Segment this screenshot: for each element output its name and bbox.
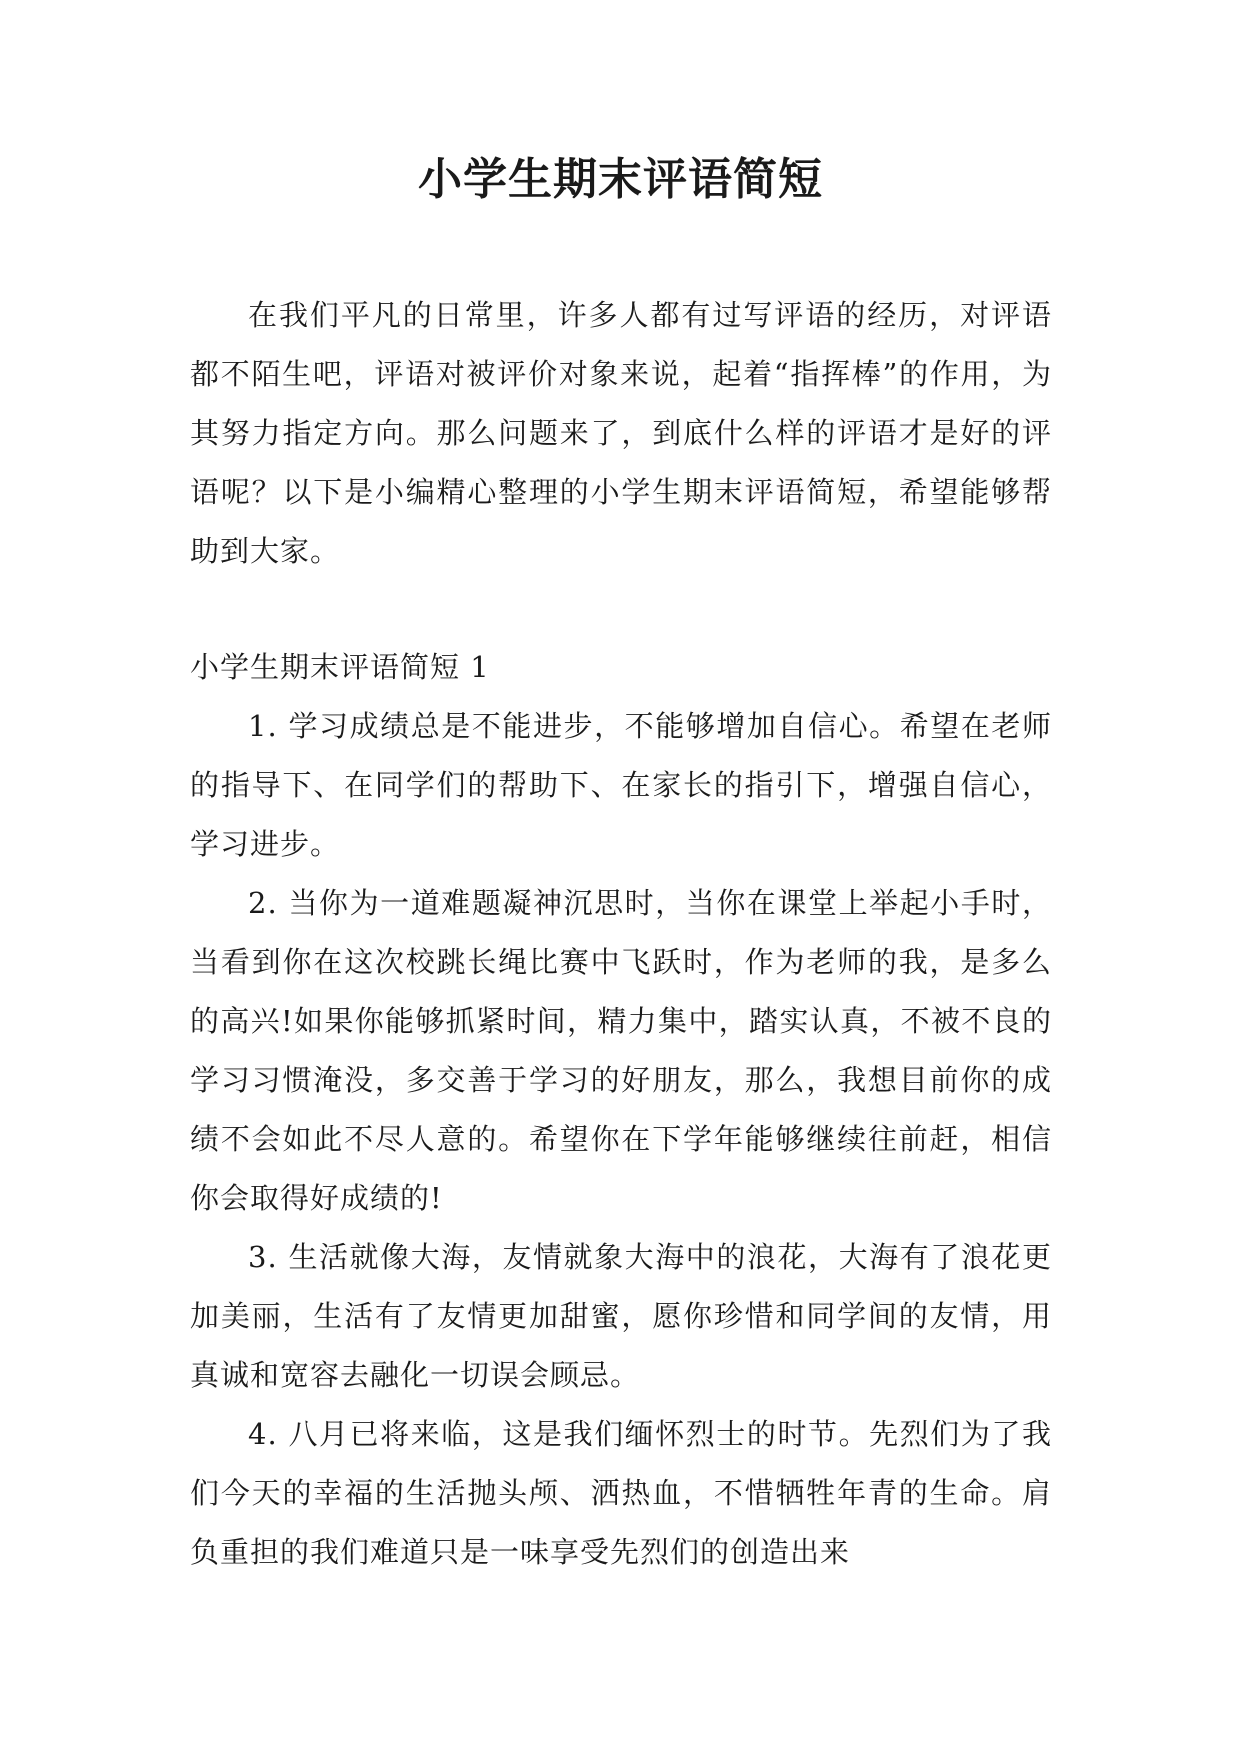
comment-item-4: 4. 八月已将来临，这是我们缅怀烈士的时节。先烈们为了我们今天的幸福的生活抛头颅、洒热血，不惜牺牲年青的生命。肩负重担的我们难道只是一味享受先烈们的创造出来: [190, 1417, 1052, 1569]
section-heading: 小学生期末评语简短 1: [190, 650, 490, 684]
comment-item-3: 3. 生活就像大海，友情就象大海中的浪花，大海有了浪花更加美丽，生活有了友情更加甜蜜，愿你珍惜和同学间的友情，用真诚和宽容去融化一切误会顾忌。: [190, 1240, 1052, 1392]
comment-item-1: 1. 学习成绩总是不能进步，不能够增加自信心。希望在老师的指导下、在同学们的帮助下、在家长的指引下，增强自信心，学习进步。: [190, 709, 1052, 861]
document-body: [190, 286, 1052, 1582]
document-title: 小学生期末评语简短: [418, 154, 823, 205]
intro-paragraph: 在我们平凡的日常里，许多人都有过写评语的经历，对评语都不陌生吧，评语对被评价对象来说，起着“指挥棒”的作用，为其努力指定方向。那么问题来了，到底什么样的评语才是好的评语呢？以下是小编精心整理的小学生期末评语简短，希望能够帮助到大家。: [190, 298, 1052, 568]
comment-item-2: 2. 当你为一道难题凝神沉思时，当你在课堂上举起小手时，当看到你在这次校跳长绳比赛中飞跃时，作为老师的我，是多么的高兴!如果你能够抓紧时间，精力集中，踏实认真，不被不良的学习习惯淹没，多交善于学习的好朋友，那么，我想目前你的成绩不会如此不尽人意的。希望你在下学年能够继续往前赶，相信你会取得好成绩的!: [190, 886, 1052, 1215]
